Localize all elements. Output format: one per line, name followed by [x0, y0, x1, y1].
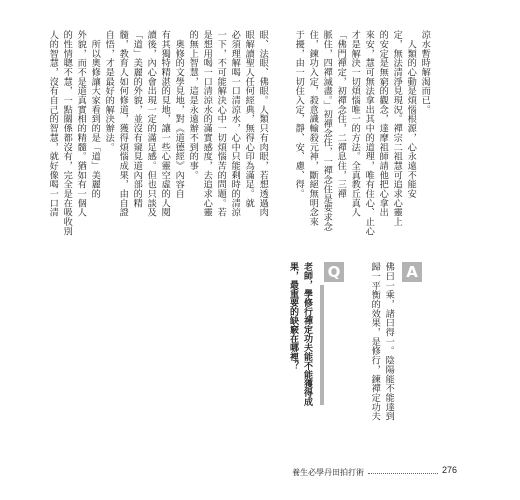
text-column: 人的智慧，沒有自己的智慧，就好像喝一口清 [47, 30, 59, 217]
text-column: 必須理解喝一口清涼水，心中只能剩時的清涼 [229, 30, 241, 217]
text-column: 的安定是無窮的觀念，達摩祖師請他把心拿出 [377, 30, 389, 217]
answer-badge: A [402, 262, 422, 282]
text-column: 外貌，而不是道真實相的精髓。猶如有一個人 [75, 30, 87, 217]
question-column: 果，最重要的缺竅在哪裡？ [288, 262, 298, 370]
text-column: 「道」美麗的外貌，並沒有窺見道內部的精 [131, 30, 143, 208]
text-column: 才是解決一切煩惱唯一的方法。全真教丘真人 [349, 30, 361, 217]
question-column: 老師，學修行禪定功夫能不能獲得成 [302, 262, 312, 406]
text-column: 于擾，由一切住入定，靜、安、慮、得。 [293, 30, 305, 199]
text-column: 脈住，四禪滅盡。」初禪念住，一禪念住是要求念 [321, 30, 333, 232]
question-badge: Q [324, 262, 344, 282]
text-column: 定，無法清淨見現況。禪宗二祖慧可追求心靈上 [391, 30, 403, 227]
text-column: 住，鍊功入定，殺意識輸殺元神，斷絕無明念來 [307, 30, 319, 227]
text-column: 的無上智慧，這是永遠辦不到的事。 [187, 30, 199, 180]
answer-column: 佛曰一乘，諸曰得一。陰陽能不能達到 [383, 262, 395, 421]
text-column: 有其獨特精湛的見地，讓一些心靈空虛的人閱 [159, 30, 171, 217]
text-column: 眼解讀聖人任何經典，無得心印為滿足。就 [243, 30, 255, 208]
text-column: 人類的心動是煩惱根源，心永遠不能安 [405, 30, 417, 199]
question-marker-bar [320, 285, 324, 405]
text-column: 來安，慧可無法拿出其中的道理，唯有住心、止心 [363, 30, 375, 236]
text-column: 「佛門禪定，初禪念住，二禪息住，三禪 [335, 30, 347, 199]
text-column: 涼水暫時解渴而已。 [419, 30, 431, 115]
text-column: 所以奧修讓大家看到的是「道」美麗的 [89, 30, 101, 199]
text-column: 是想用喝一口清涼水的滿實感度，去追求心靈 [201, 30, 213, 217]
text-column: 髓，教育人如何修道，獲得煩惱成果，由自證 [117, 30, 129, 217]
text-column: 自悟，才是最好的解決辦法。 [103, 30, 115, 152]
answer-column: 歸一平衡的效果，是修行，鍊禪定功夫 [369, 262, 381, 421]
footer-rule [368, 473, 438, 474]
text-column: 一下，不可能解決心中一切煩惱苦的問題。若 [215, 30, 227, 217]
page-number: 276 [442, 465, 458, 475]
text-column: 眼、法眼、佛眼。人類只有肉眼，若想透過肉 [257, 30, 269, 217]
running-title: 養生必學丹田拍打術 [292, 468, 364, 477]
text-column: 奧修的文學見地，對《道德經》內容自 [173, 30, 185, 199]
text-column: 的性情聰不慧，一點關係都沒有，完全是在吸收別 [61, 30, 73, 236]
text-column: 讀後，內心會出現一定的滿足感。但也只談及 [145, 30, 157, 217]
